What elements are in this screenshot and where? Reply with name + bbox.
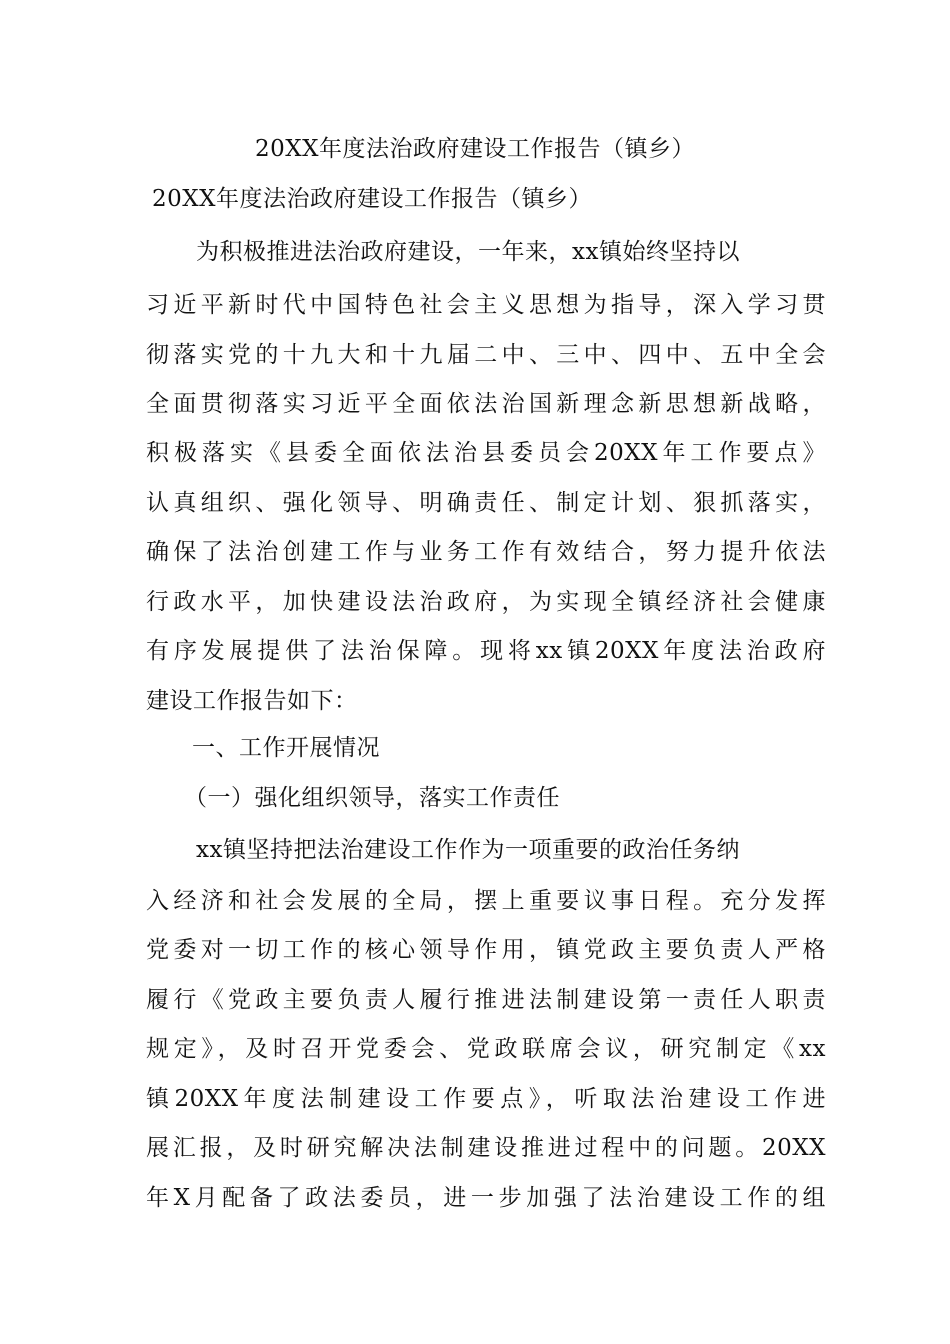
paragraph-line: 彻落实党的十九大和十九届二中、三中、四中、五中全会: [146, 342, 826, 368]
paragraph-line: 规定》，及时召开党委会、党政联席会议，研究制定《xx: [146, 1036, 826, 1062]
paragraph-line: 积极落实《县委全面依法治县委员会20XX年工作要点》: [146, 440, 826, 466]
document-subtitle: 20XX年度法治政府建设工作报告（镇乡）: [152, 186, 593, 212]
paragraph-line: xx镇坚持把法治建设工作作为一项重要的政治任务纳: [196, 837, 740, 863]
paragraph-line: 党委对一切工作的核心领导作用，镇党政主要负责人严格: [146, 937, 826, 963]
paragraph-line: 履行《党政主要负责人履行推进法制建设第一责任人职责: [146, 987, 826, 1013]
subsection-heading: （一）强化组织领导，落实工作责任: [184, 785, 560, 811]
paragraph-line: 认真组织、强化领导、明确责任、制定计划、狠抓落实，: [146, 490, 826, 516]
paragraph-line: 镇20XX年度法制建设工作要点》，听取法治建设工作进: [146, 1086, 826, 1112]
paragraph-line: 确保了法治创建工作与业务工作有效结合，努力提升依法: [146, 539, 826, 565]
paragraph-line: 行政水平，加快建设法治政府，为实现全镇经济社会健康: [146, 589, 826, 615]
paragraph-line: 年X月配备了政法委员，进一步加强了法治建设工作的组: [146, 1185, 826, 1211]
paragraph-line: 有序发展提供了法治保障。现将xx镇20XX年度法治政府: [146, 638, 826, 664]
paragraph-line: 展汇报，及时研究解决法制建设推进过程中的问题。20XX: [146, 1135, 826, 1161]
document-title: 20XX年度法治政府建设工作报告（镇乡）: [254, 136, 695, 162]
paragraph-line: 入经济和社会发展的全局，摆上重要议事日程。充分发挥: [146, 888, 826, 914]
paragraph-line: 为积极推进法治政府建设，一年来，xx镇始终坚持以: [196, 239, 740, 265]
paragraph-line: 全面贯彻落实习近平全面依法治国新理念新思想新战略，: [146, 391, 826, 417]
paragraph-line: 习近平新时代中国特色社会主义思想为指导，深入学习贯: [146, 292, 826, 318]
section-heading: 一、工作开展情况: [192, 735, 380, 761]
paragraph-line: 建设工作报告如下：: [146, 688, 358, 714]
